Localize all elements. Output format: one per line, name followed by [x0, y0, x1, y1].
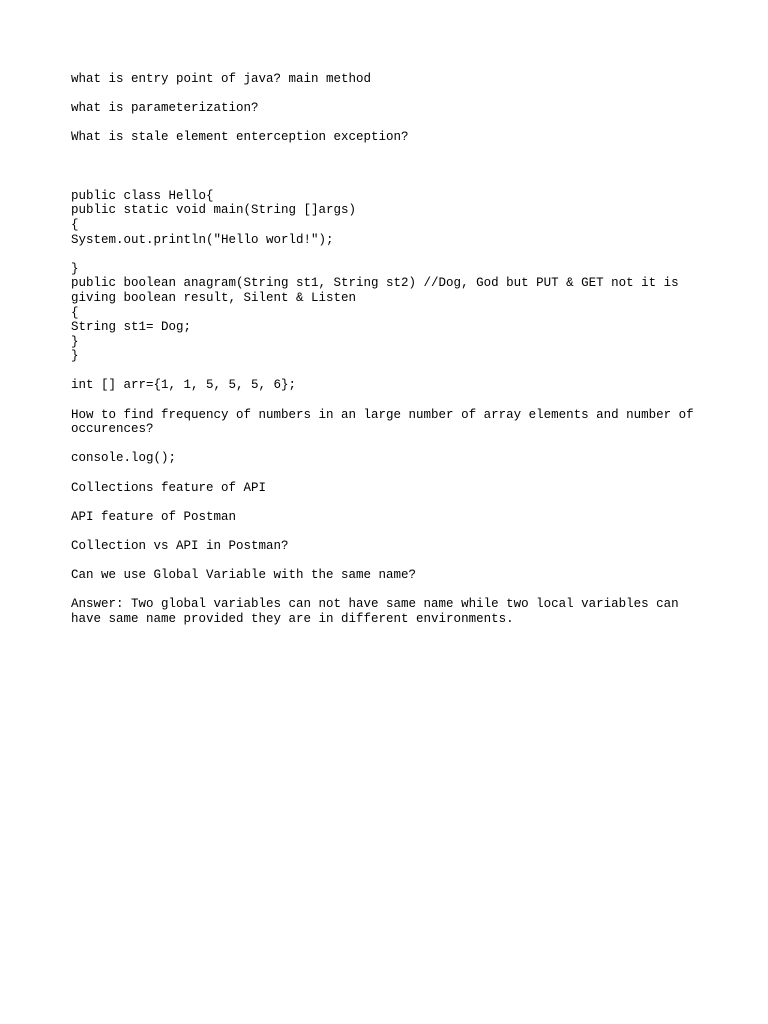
code-line: public boolean anagram(String st1, String st2) //Dog, God but PUT & GET not it is giving boolean result, Silent & Listen	[71, 276, 687, 305]
question-stale-element: What is stale element enterception exception?	[71, 130, 409, 145]
code-line: }	[71, 334, 79, 349]
code-line	[71, 247, 711, 262]
question-global-variable: Can we use Global Variable with the same name?	[71, 568, 417, 583]
document-page	[71, 72, 711, 641]
code-line: {	[71, 305, 79, 320]
question-frequency: How to find frequency of numbers in an large number of array elements and number of occurences?	[71, 407, 702, 437]
code-line: String st1= Dog;	[71, 320, 192, 335]
code-line: }	[71, 349, 79, 364]
java-code-block	[71, 189, 711, 364]
code-line: }	[71, 261, 79, 276]
api-feature-line: API feature of Postman	[71, 509, 237, 524]
console-log-line: console.log();	[71, 451, 177, 466]
code-line: {	[71, 217, 79, 232]
blank-space	[71, 160, 711, 189]
code-line: public class Hello{	[71, 188, 214, 203]
question-entry-point: what is entry point of java? main method	[71, 72, 372, 86]
answer-global-variable: Answer: Two global variables can not have same name while two local variables can have same name provided they are in different environments.	[71, 597, 687, 626]
question-parameterization: what is parameterization?	[71, 101, 259, 116]
array-declaration: int [] arr={1, 1, 5, 5, 5, 6};	[71, 378, 297, 393]
code-line: System.out.println("Hello world!");	[71, 232, 334, 247]
code-line: public static void main(String []args)	[71, 203, 357, 218]
question-collection-vs-api: Collection vs API in Postman?	[71, 539, 289, 553]
collections-feature-line: Collections feature of API	[71, 480, 267, 495]
